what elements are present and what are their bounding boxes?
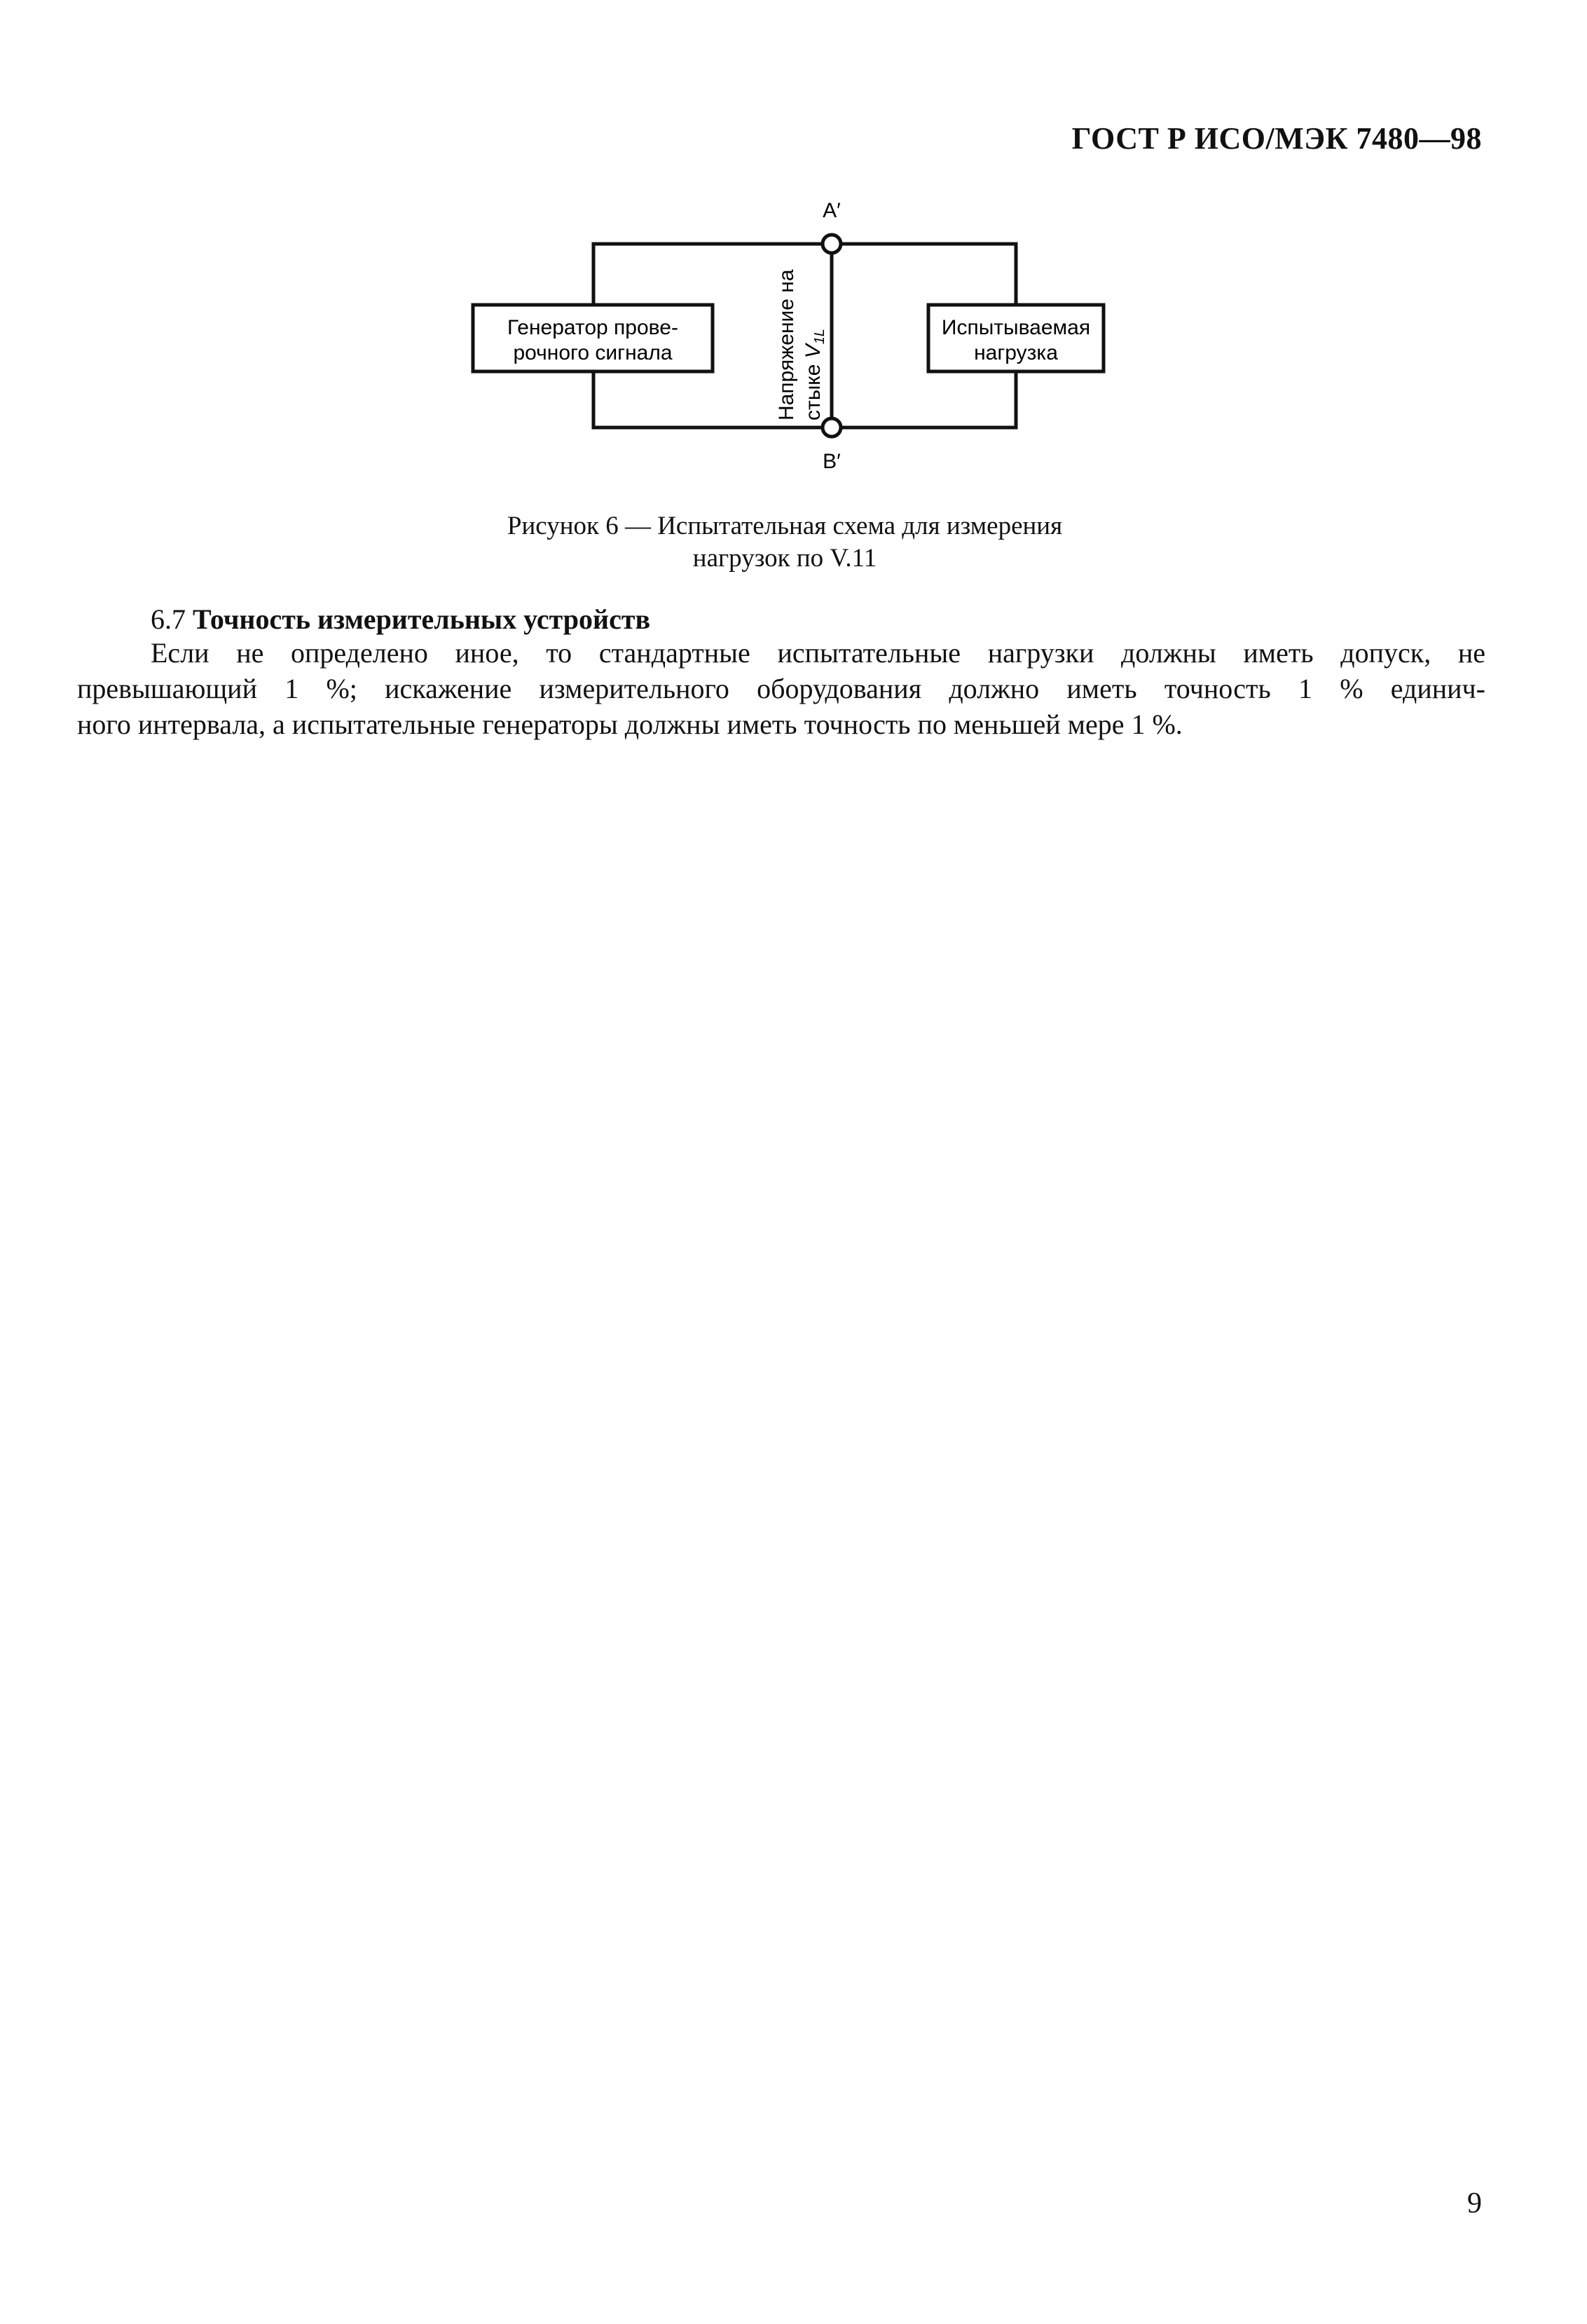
section-heading	[151, 603, 650, 636]
voltage-label-line1: Напряжение на	[775, 269, 798, 421]
test-circuit-diagram	[462, 189, 1135, 484]
terminal-b	[823, 418, 841, 437]
voltage-subscript: 1L	[812, 328, 827, 345]
top-wire	[593, 244, 1016, 305]
caption-line1: Рисунок 6 — Испытательная схема для измерения	[507, 512, 1063, 540]
voltage-label	[775, 269, 827, 421]
circuit-svg	[462, 189, 1135, 484]
voltage-label-prefix: стыке	[802, 358, 825, 421]
paragraph-line2: превышающий 1 %; искажение измерительного оборудования должно иметь точность 1 % единич-	[77, 673, 1485, 704]
load-label-line2: нагрузка	[974, 341, 1058, 364]
generator-label-line1: Генератор прове-	[507, 316, 678, 339]
section-number: 6.7	[151, 603, 186, 635]
paragraph-line1: Если не определено иное, то стандартные испытательные нагрузки должны иметь допуск, не	[151, 637, 1485, 669]
voltage-label-line2	[802, 329, 827, 421]
generator-label-line2: рочного сигнала	[513, 341, 673, 364]
caption-line2: нагрузок по V.11	[692, 544, 877, 573]
paragraph-line3: ного интервала, а испытательные генераторы должны иметь точность по меньшей мере 1 %.	[77, 709, 1183, 740]
section-paragraph	[77, 635, 1485, 742]
terminal-a	[823, 235, 841, 253]
terminal-a-label: A′	[823, 199, 841, 222]
document-header: ГОСТ Р ИСО/МЭК 7480—98	[1071, 121, 1482, 156]
page-number: 9	[1467, 2187, 1482, 2220]
terminal-b-label: B′	[823, 450, 841, 473]
figure-caption	[350, 510, 1219, 575]
section-title: Точность измерительных устройств	[193, 603, 651, 635]
voltage-symbol: V	[802, 344, 825, 359]
load-label-line1: Испытываемая	[941, 316, 1091, 339]
